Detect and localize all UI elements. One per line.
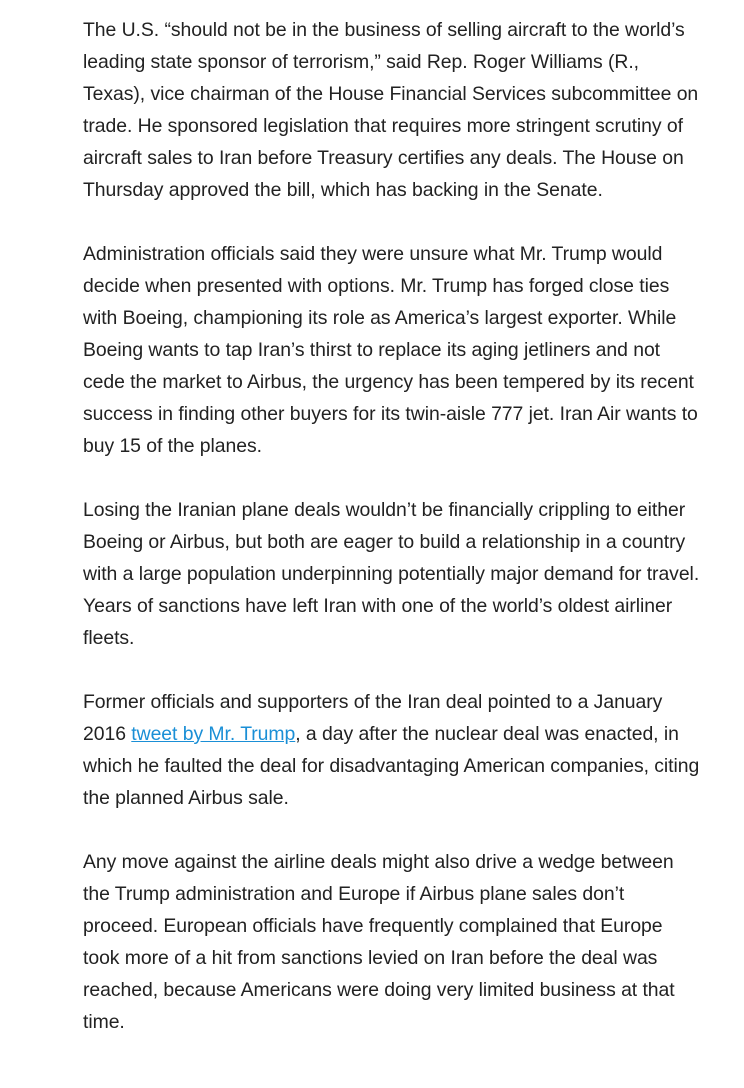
paragraph-2: Administration officials said they were unsure what Mr. Trump would decide when presented with options. Mr. Trump has forged close ties with Boeing, championing its role as America’s largest exporter. While Boeing wants to tap Iran’s thirst to replace its aging jetliners and not cede the market to Airbus, the urgency has been tempered by its recent success in finding other buyers for its twin-aisle 777 jet. Iran Air wants to buy 15 of the planes. xyxy=(83,243,698,457)
tweet-link[interactable]: tweet by Mr. Trump xyxy=(131,723,296,745)
paragraph-4-text-before: Former officials and supporters of the Iran deal pointed to a January 2016 xyxy=(83,691,663,745)
paragraph-1: The U.S. “should not be in the business of selling aircraft to the world’s leading state sponsor of terrorism,” said Rep. Roger Williams (R., Texas), vice chairman of the House Financial Services subcommittee on trade. He sponsored legislation that requires more stringent scrutiny of aircraft sales to Iran before Treasury certifies any deals. The House on Thursday approved the bill, which has backing in the Senate. xyxy=(83,19,699,201)
paragraph-4-text-after: , a day after the nuclear deal was enacted, in which he faulted the deal for disadvantaging American companies, citing the planned Airbus sale. xyxy=(83,723,700,809)
paragraph-4 xyxy=(83,686,703,814)
article-body xyxy=(83,14,703,1070)
paragraph-3: Losing the Iranian plane deals wouldn’t be financially crippling to either Boeing or Airbus, but both are eager to build a relationship in a country with a large population underpinning potentially major demand for travel. Years of sanctions have left Iran with one of the world’s oldest airliner fleets. xyxy=(83,499,700,649)
paragraph-5: Any move against the airline deals might also drive a wedge between the Trump administration and Europe if Airbus plane sales don’t proceed. European officials have frequently complained that Europe took more of a hit from sanctions levied on Iran before the deal was reached, because Americans were doing very limited business at that time. xyxy=(83,851,675,1033)
